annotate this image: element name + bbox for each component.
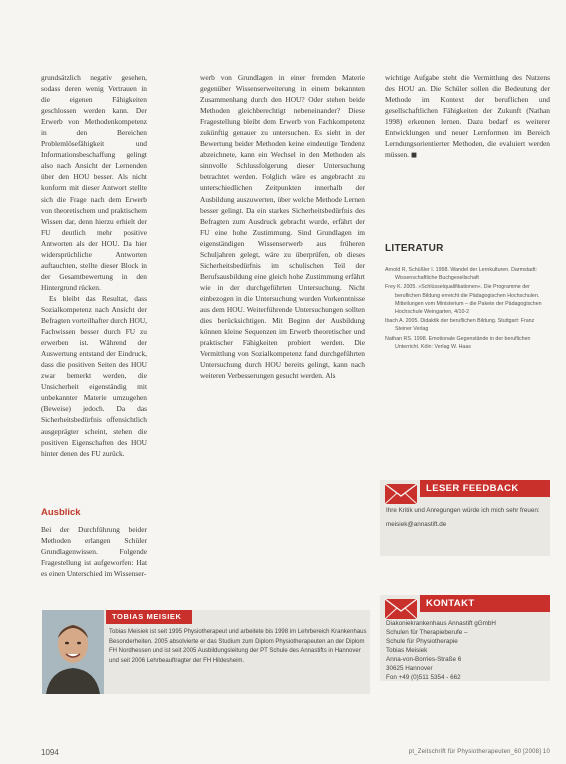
feedback-email-link[interactable]: meisiek@annastift.de	[386, 521, 447, 528]
ausblick-text	[41, 524, 147, 579]
contact-line: Fon +49 (0)511 5354 - 662	[386, 674, 461, 681]
contact-line: 30625 Hannover	[386, 665, 433, 672]
literature-heading: LITERATUR	[385, 243, 444, 254]
literature-list	[385, 266, 547, 352]
contact-line: Anna-von-Borries-Straße 6	[386, 656, 462, 663]
feedback-body	[386, 506, 544, 529]
paragraph: wichtige Aufgabe steht die Vermittlung des Nutzens des HOU an. Die Schüler sollen die Bedeutung der Methode im Kontext der beruflichen und gesellschaftlichen Fähigkeiten der Zukunft (Nathan 1998) erkennen lernen. Dazu bedarf es weiterer Entwicklungen und neuer Lernformen im Bereich Lerndungsorientierter Methoden, die evaluiert werden müssen. ◼	[385, 73, 550, 160]
contact-line: Diakoniekrankenhaus Annastift gGmbH	[386, 620, 496, 627]
paragraph: Bei der Durchführung beider Methoden erlangen Schüler Grundlagenwissen. Folgende Fragestellung ist aufgeworfen: Hat es einen Unterschied im Wissenser-	[41, 525, 147, 579]
contact-line: Schule für Physiotherapie	[386, 638, 458, 645]
page-number: 1094	[41, 748, 59, 757]
author-box	[42, 610, 370, 694]
literature-entry: Arnold R, Schüßler I. 1998. Wandel der Lernkulturen. Darmstadt: Wissenschaftliche Buchgesellschaft	[385, 267, 538, 282]
envelope-icon	[383, 591, 419, 621]
feedback-title: LESER FEEDBACK	[420, 480, 550, 497]
text-column-3	[385, 72, 550, 160]
journal-footer: pt_Zeitschrift für Physiotherapeuten_60 [2008] 10	[408, 749, 550, 755]
paragraph: Es bleibt das Resultat, dass Sozialkompetenz nach Ansicht der Befragten vorteilhafter durch HOU, Fachwissen besser durch FU zu erwerben ist. Während der Auswertung entstand der Eindruck, dass die positiven Seiten des HOU zwar bemerkt werden, die Unsicherheit eigenständig mit unbekannter Materie umzugehen (Beweise) jedoch. Da das Sicherheitsbedürfnis offensichtlich ausgeprägter scheint, stehen die positiven Eigenschaften des HOU hinter denen des FU zurück.	[41, 293, 147, 458]
contact-line: Schulen für Therapieberufe –	[386, 629, 468, 636]
text-column-1	[41, 72, 147, 459]
contact-line: Tobias Meisiek	[386, 647, 428, 654]
literature-entry: Nathan RS. 1998. Emotionale Gegenstände in der beruflichen Unterricht. Köln: Verlag W. Haas	[385, 335, 531, 350]
feedback-text: Ihre Kritik und Anregungen würde ich mich sehr freuen:	[386, 507, 540, 514]
contact-title: KONTAKT	[420, 595, 550, 612]
text-column-2	[200, 72, 365, 381]
literature-entry: Frey K. 2005. »Schlüsselqualifikationen«. Die Programme der beruflichen Bildung erreicht die Pädagogischen Hochschulen. Mitteilungen vom Ministerium – die Pakete der Pädagogischen Hochschule Weingarten, 4/10-2	[385, 284, 542, 316]
section-heading-ausblick: Ausblick	[41, 507, 81, 518]
author-photo	[42, 610, 104, 694]
literature-entry: Ibach A. 2005. Didaktik der beruflichen Bildung. Stuttgart: Franz Steiner Verlag	[385, 318, 535, 333]
paragraph: grundsätzlich negativ gesehen, sodass deren wenig Vertrauen in die eigenen Fähigkeiten geschlossen werden kann. Der Erwerb von Methodenkompetenz in den Bereichen Problemlösefähigkeit und Informationsbeschaffung gelingt also nach Ansicht der Lernenden über den HOU besser. Als nicht konform mit dieser Antwort stellte sich die Frage nach dem Erwerb von theoretischem und praktischem Wissen dar, denn hierzu erhielt der FU deutlich mehr positive Antworten als der HOU. Da hier widersprüchliche Antworten auftauchten, stellte dieser Block in der Gesamtbewertung in den Hintergrund rücken.	[41, 73, 147, 292]
contact-body	[386, 619, 544, 682]
contact-box	[380, 595, 550, 681]
reader-feedback-box	[380, 480, 550, 556]
author-bio: Tobias Meisiek ist seit 1995 Physiotherapeut und arbeitete bis 1998 im Lehrbereich Krankenhaus Besonderheiten. 2005 absolvierte er das Studium zum Diplom Physiotherapeuten an der Diplom FH Nordhessen und ist seit 2005 Ausbildungsleitung der PT Schule des Annastifts in Hannover und seit 2006 Lehrbeauftragter der FH Hildesheim.	[109, 629, 367, 664]
paragraph: werb von Grundlagen in einer fremden Materie gegenüber Wissenserweiterung in einem bekannten Zusammenhang durch den HOU? Oder stehen beide Methoden gleichberechtigt nebeneinander? Diese Fragestellung bleibt dem Erwerb von Fachkompetenz zukünftig genauer zu untersuchen. Es sieht in der Bewertung beider Methoden keine eindeutige Tendenz abzeichnete, kann ein Wechsel in den Methoden als sinnvolle Schlussfolgerung dieser Untersuchung betrachtet werden. Folglich wäre es angebracht zu unterschiedlichen Zeitpunkten innerhalb der Ausbildung auszuwerten, über welche Methode Lernen besser gelingt. Da ein starkes Sicherheitsbedürfnis des Befragten zum Ausdruck gebracht wurde, erfährt der FU eine hohe Zustimmung. Sind Grundlagen im eigenständigen Wissenserwerb aus früheren Schuljahren gelegt, wäre zu überprüfen, ob dieses Sicherheitsbedürfnis im schulischen Teil der Berufsausbildung eine gleich hohe Zustimmung erfährt wie in der durchgeführten Untersuchung. Nicht einbezogen in die Untersuchung wurden Vorkenntnisse aus dem HOU. Weiterführende Untersuchungen sollten dies berücksichtigen. Mit Beginn der Ausbildung können kleine Sequenzen im Erwerb theoretischer und praktischer Fähigkeiten probiert werden. Die Vermittlung von Sozialkompetenz fand durchgeführten Untersuchung durch HOU bereits gelingt, kann nach weiteren Verbesserungen gesucht werden. Als	[200, 73, 365, 381]
envelope-icon	[383, 476, 419, 506]
author-name: TOBIAS MEISIEK	[106, 610, 192, 624]
